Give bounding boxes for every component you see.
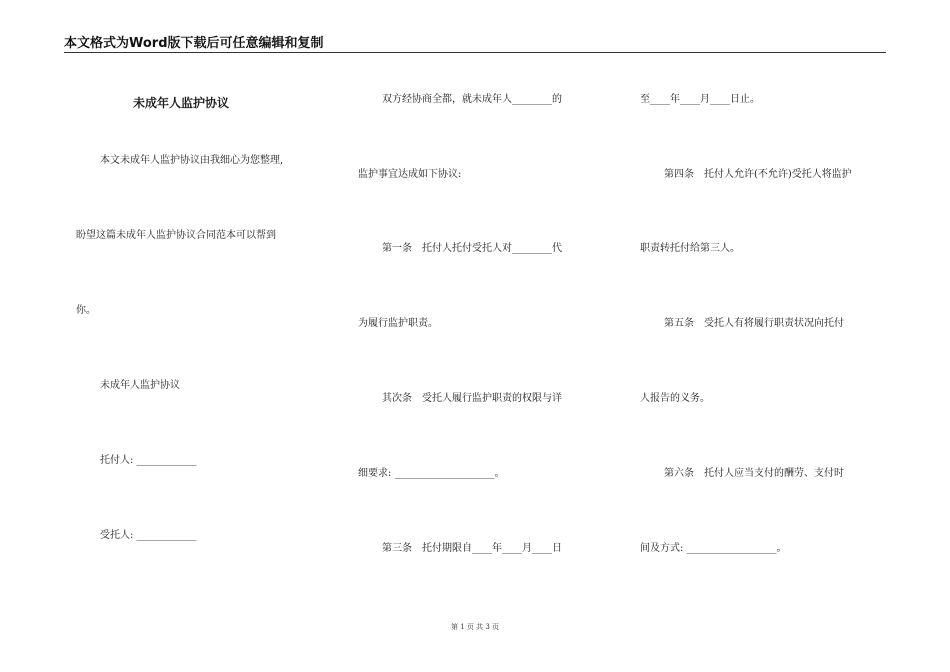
paragraph-line: 间及方式: __________________。 (640, 543, 787, 554)
page-number: 第 1 页 共 3 页 (450, 623, 500, 631)
principal-field: 托付人: ____________ (100, 455, 197, 466)
paragraph-line: 人报告的义务。 (640, 393, 710, 404)
paragraph-line: 至____年____月____日止。 (640, 94, 760, 105)
header-divider (64, 52, 886, 53)
article-5-line: 第五条 受托人有将履行职责状况向托付 (664, 318, 844, 329)
paragraph-line: 监护事宜达成如下协议: (358, 169, 462, 180)
article-4-line: 第四条 托付人允许(不允许)受托人将监护 (664, 169, 852, 180)
document-title: 未成年人监护协议 (133, 96, 230, 110)
article-1-line: 第一条 托付人托付受托人对________代 (382, 243, 562, 254)
paragraph-line: 细要求: ____________________。 (358, 468, 505, 479)
paragraph-line: 你。 (76, 305, 96, 316)
document-header: 本文格式为Word版下载后可任意编辑和复制 (64, 36, 324, 51)
article-2-line: 其次条 受托人履行监护职责的权限与详 (382, 393, 562, 404)
paragraph-line: 本文未成年人监护协议由我细心为您整理, (100, 155, 284, 166)
agreement-heading: 未成年人监护协议 (100, 380, 180, 391)
article-3-line: 第三条 托付期限自____年____月____日 (382, 543, 562, 554)
paragraph-line: 职责转托付给第三人。 (640, 243, 740, 254)
trustee-field: 受托人: ____________ (100, 530, 197, 541)
paragraph-line: 盼望这篇未成年人监护协议合同范本可以帮到 (76, 230, 276, 241)
paragraph-line: 双方经协商全都，就未成年人________的 (382, 94, 562, 105)
article-6-line: 第六条 托付人应当支付的酬劳、支付时 (664, 468, 844, 479)
paragraph-line: 为履行监护职责。 (358, 318, 438, 329)
